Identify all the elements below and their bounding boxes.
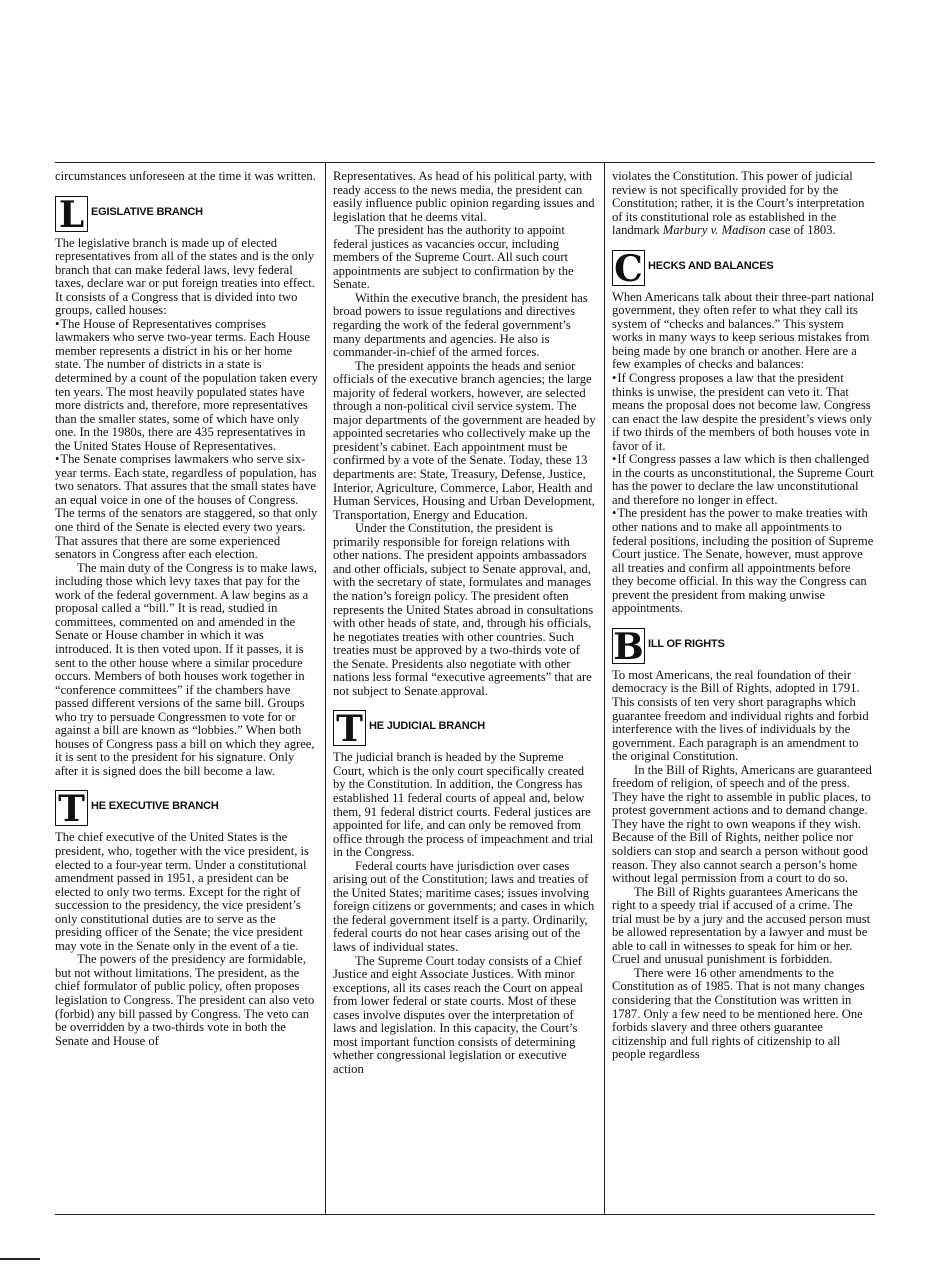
paragraph: Within the executive branch, the president has broad powers to issue regulations and directives regarding the work of the federal government’s many departments and agencies. He also is commander-in-chief of the armed forces. <box>333 290 588 360</box>
bullet-item: • The House of Representatives comprises lawmakers who serve two-year terms. Each House member represents a district in his or her home state. The number of districts in a state is determined by a count of the population taken every ten years. The most heavily populated states have more districts and, therefore, more representatives than the smaller states, some of which have only one. In the 1980s, there are 435 representatives in the United States House of Representatives. <box>55 318 319 453</box>
heading-text: HE JUDICIAL BRANCH <box>369 720 485 733</box>
bottom-rule <box>55 1214 875 1215</box>
drop-cap-box <box>612 625 645 668</box>
bullet-item: • If Congress passes a law which is then challenged in the courts as unconstitutional, the Supreme Court has the power to declare the law unconstitutional and therefore no longer in effect. <box>612 453 875 507</box>
section-heading-checks <box>612 247 875 290</box>
paragraph: To most Americans, the real foundation of their democracy is the Bill of Rights, adopted in 1791. This consists of ten very short paragraphs which guarantee freedom and individual rights and forbid interference with the lives of individuals by the government. Each paragraph is an amendment to the original Constitution. <box>612 667 869 764</box>
drop-cap-box <box>55 193 88 236</box>
paragraph: The judicial branch is headed by the Supreme Court, which is the only court specifically created by the Constitution. In addition, the Congress has established 11 federal courts of appeal and, below them, 91 federal district courts. Federal justices are appointed for life, and can only be removed from office through the process of impeachment and trial in the Congress. <box>333 750 594 860</box>
heading-text: ILL OF RIGHTS <box>648 637 725 650</box>
drop-cap-box <box>55 788 88 831</box>
column-1 <box>55 170 319 1048</box>
drop-cap-box <box>612 247 645 290</box>
paragraph: Under the Constitution, the president is primarily responsible for foreign relations with other nations. The president appoints ambassadors and other officials, subject to Senate approval, and, with the secretary of state, formulates and manages the nation’s foreign policy. The president often represents the United States abroad in consultations with other heads of state, and, through his officials, he negotiates treaties with other countries. Such treaties must be approved by a two-thirds vote of the Senate. Presidents also negotiate with other nations less formal “executive agreements” that are not subject to Senate approval. <box>333 521 594 698</box>
section-heading-legislative <box>55 193 319 236</box>
paragraph: The chief executive of the United States is the president, who, together with the vice president, is elected to a four-year term. Under a constitutional amendment passed in 1951, a president can be elected to only two terms. Except for the right of succession to the presidency, the vice president’s only constitutional duties are to serve as the presiding officer of the Senate; the vice president may vote in the Senate only in the event of a tie. <box>55 830 309 953</box>
section-heading-rights <box>612 625 875 668</box>
section-heading-executive <box>55 788 319 831</box>
paragraph: Federal courts have jurisdiction over cases arising out of the Constitution; laws and treaties of the United States; maritime cases; issues involving foreign citizens or governments; and cases in which the federal government itself is a party. Ordinarily, federal courts do not hear cases arising out of the laws of individual states. <box>333 858 595 954</box>
drop-cap: C <box>614 247 643 290</box>
bullet-item: • If Congress proposes a law that the president thinks is unwise, the president can veto it. That means the proposal does not become law. Congress can enact the law despite the president’s views only if two thirds of the members of both houses vote in favor of it. <box>612 372 875 453</box>
paragraph-text: case of 1803. <box>765 223 836 238</box>
drop-cap: L <box>58 193 85 236</box>
paragraph: Representatives. As head of his political party, with ready access to the news media, the president can easily influence public opinion regarding issues and legislation that he deems vital. <box>333 170 595 224</box>
section-heading-judicial <box>333 708 596 751</box>
heading-text: EGISLATIVE BRANCH <box>91 205 203 218</box>
column-3 <box>612 170 875 1062</box>
bullet-item: • The president has the power to make treaties with other nations and to make all appointments to federal positions, including the position of Supreme Court justice. The Senate, however, must approve all treaties and confirm all appointments before they become official. In this way the Congress can prevent the president from making unwise appointments. <box>612 507 875 615</box>
paragraph: There were 16 other amendments to the Constitution as of 1985. That is not many changes considering that the Constitution was written in 1787. Only a few need to be mentioned here. One forbids slavery and three others guarantee citizenship and full rights of citizenship to all people regardless <box>612 965 865 1062</box>
paragraph: circumstances unforeseen at the time it was written. <box>55 170 316 183</box>
page-edge-mark <box>0 1258 40 1260</box>
drop-cap: T <box>336 708 363 751</box>
paragraph-text: violates the Constitution. This power of judicial review is not specifically provided for by the Constitution; rather, it is the Court’s interpretation of its constitutional role as established in the landmark <box>612 170 865 238</box>
case-name: Marbury v. Madison <box>662 223 766 238</box>
drop-cap: T <box>58 788 85 831</box>
drop-cap: B <box>613 625 644 668</box>
paragraph: The Bill of Rights guarantees Americans the right to a speedy trial if accused of a crime. The trial must be by a jury and the accused person must be allowed representation by a lawyer and must be able to call in witnesses to speak for him or her. Cruel and unusual punishment is forbidden. <box>612 884 871 967</box>
paragraph: The Supreme Court today consists of a Chief Justice and eight Associate Justices. With minor exceptions, all its cases reach the Court on appeal from lower federal or state courts. Most of these cases involve disputes over the interpretation of laws and legislation. In this capacity, the Court’s most important function consists of determining whether congressional legislation or executive action <box>333 953 584 1076</box>
heading-text: HE EXECUTIVE BRANCH <box>91 800 219 813</box>
heading-text: HECKS AND BALANCES <box>648 259 774 272</box>
paragraph: When Americans talk about their three-part national government, they often refer to what they call its system of “checks and balances.” This system works in many ways to keep serious mistakes from being made by one branch or another. Here are a few examples of checks and balances: <box>612 289 875 372</box>
paragraph: In the Bill of Rights, Americans are guaranteed freedom of religion, of speech and of the press. They have the right to assemble in public places, to protest government actions and to demand change. They have the right to own weapons if they wish. Because of the Bill of Rights, neither police nor soldiers can stop and search a person without good reason. They also cannot search a person’s home without legal permission from a court to do so. <box>612 762 872 886</box>
column-2 <box>333 170 596 1076</box>
column-divider-2 <box>604 162 605 1214</box>
paragraph: The legislative branch is made up of elected representatives from all of the states and is the only branch that can make federal laws, levy federal taxes, declare war or put foreign treaties into effect. It consists of a Congress that is divided into two groups, called houses: <box>55 235 315 318</box>
column-divider-1 <box>325 162 326 1214</box>
paragraph: The main duty of the Congress is to make laws, including those which levy taxes that pay for the work of the federal government. A law begins as a proposal called a “bill.” It is read, studied in committees, commented on and amended in the Senate or House chamber in which it was introduced. It is then voted upon. If it passes, it is sent to the other house where a similar procedure occurs. Members of both houses work together in “conference committees” if the chambers have passed different versions of the same bill. Groups who try to persuade Congressmen to vote for or against a bill are known as “lobbies.” When both houses of Congress pass a bill on which they agree, it is sent to the president for his signature. Only after it is signed does the bill become a law. <box>55 560 317 778</box>
paragraph <box>612 170 875 238</box>
paragraph: The president appoints the heads and senior officials of the executive branch agencies; the large majority of federal workers, however, are selected through a non-political civil service system. The major departments of the government are headed by appointed secretaries who collectively make up the president’s cabinet. Each appointment must be confirmed by a vote of the Senate. Today, these 13 departments are: State, Treasury, Defense, Justice, Interior, Agriculture, Commerce, Labor, Health and Human Services, Housing and Urban Development, Transportation, Energy and Education. <box>333 358 596 522</box>
paragraph: The powers of the presidency are formidable, but not without limitations. The president, as the chief formulator of public policy, often proposes legislation to Congress. The president can also veto (forbid) any bill passed by Congress. The veto can be overridden by a two-thirds vote in both the Senate and House of <box>55 952 315 1048</box>
paragraph: The president has the authority to appoint federal justices as vacancies occur, including members of the Supreme Court. All such court appointments are subject to confirmation by the Senate. <box>333 223 574 292</box>
top-rule <box>55 162 875 163</box>
drop-cap-box <box>333 708 366 751</box>
bullet-item: • The Senate comprises lawmakers who serve six-year terms. Each state, regardless of population, has two senators. That assures that the small states have an equal voice in one of the houses of Congress. The terms of the senators are staggered, so that only one third of the Senate is elected every two years. That assures that there are some experienced senators in Congress after each election. <box>55 453 319 561</box>
